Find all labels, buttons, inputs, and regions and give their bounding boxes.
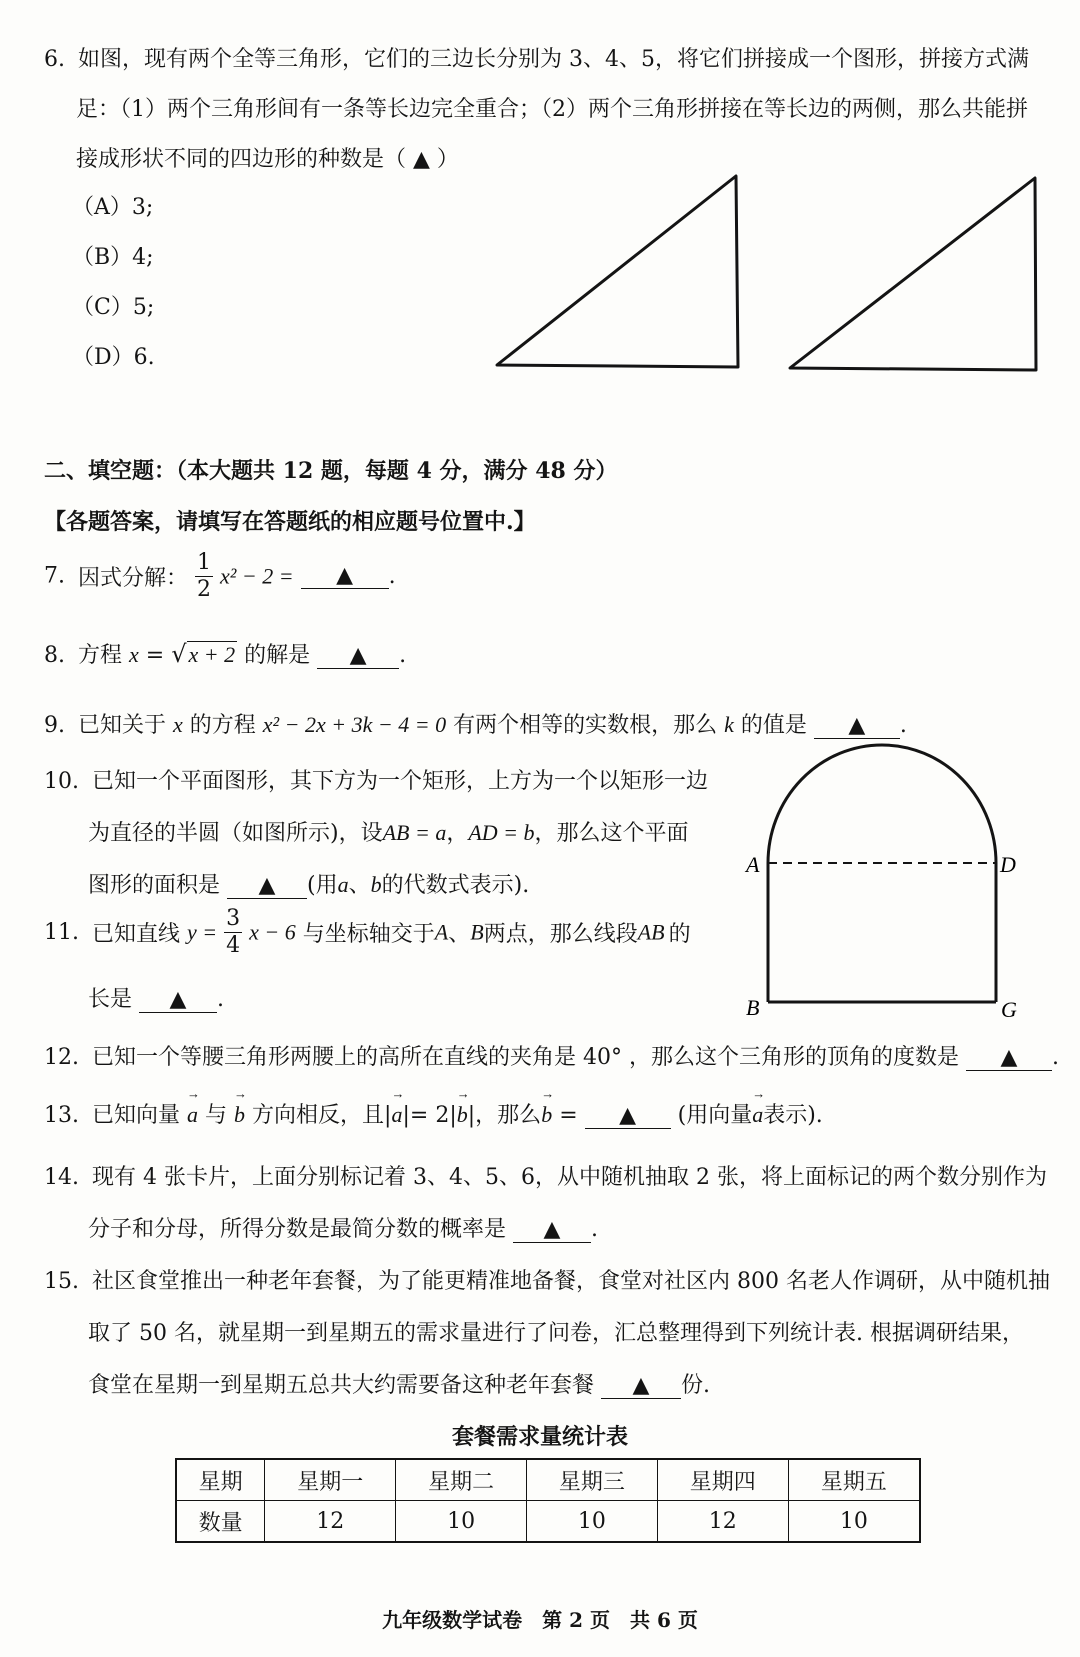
q9-k: k	[724, 712, 734, 737]
q11-fraction	[224, 906, 242, 959]
q15-line2: 取了 50 名，就星期一到星期五的需求量进行了问卷，汇总整理得到下列统计表. 根据调研结果，	[88, 1321, 1024, 1346]
section2-note: 【各题答案，请填写在答题纸的相应题号位置中.】	[44, 509, 536, 535]
q10-ab: AB = a	[382, 820, 447, 845]
q10-ad: AD = b	[468, 820, 535, 845]
question-number: 11.	[44, 920, 79, 945]
q10-text-2b: ，那么这个平面	[534, 821, 689, 846]
question-number: 12.	[44, 1045, 79, 1070]
q11-text: 与坐标轴交于	[302, 922, 435, 947]
q10-line3	[88, 868, 529, 899]
question-number: 10.	[44, 769, 79, 794]
q9-text-a: 已知关于	[78, 713, 167, 738]
vector-a: → a	[752, 1102, 763, 1128]
q8-variable: x	[129, 642, 139, 667]
q10-line1	[44, 764, 708, 795]
q9-text-d: 的值是	[740, 713, 807, 738]
q8-radicand: x + 2	[188, 642, 236, 667]
q11-point-a: A	[434, 919, 449, 945]
question-number: 13.	[44, 1103, 79, 1128]
q14-line1	[44, 1160, 1047, 1191]
q7-prefix: 因式分解：	[78, 566, 189, 591]
abs-bar: |	[402, 1103, 410, 1128]
q13-text-d: ，那么	[475, 1103, 542, 1128]
q15-text-3: 食堂在星期一到星期五总共大约需要备这种老年套餐	[88, 1373, 595, 1398]
frac-denominator: 4	[226, 933, 241, 958]
q14-text-1: 现有 4 张卡片，上面分别标记着 3、4、5、6，从中随机抽取 2 张，将上面标记的两个数分别作为	[92, 1165, 1047, 1190]
q10-text-3c: 、	[348, 873, 371, 898]
label-d: D	[1000, 852, 1016, 877]
q10-text-3d: 的代数式表示).	[381, 873, 530, 898]
q7-line	[44, 550, 396, 603]
table-header-cell: 星期二	[396, 1459, 527, 1501]
label-g: G	[1001, 997, 1017, 1022]
answer-blank: ▲	[966, 1046, 1052, 1071]
triangle-left	[497, 176, 738, 367]
question-number: 9.	[44, 713, 65, 738]
table-title: 套餐需求量统计表	[451, 1424, 628, 1450]
table-cell: 10	[527, 1501, 658, 1543]
q6-text-1: 如图，现有两个全等三角形，它们的三边长分别为 3、4、5，将它们拼接成一个图形，拼接方式满	[78, 47, 1029, 72]
table-cell: 12	[657, 1501, 788, 1543]
q6-line3: 接成形状不同的四边形的种数是（ ▲ ）	[76, 147, 459, 172]
frac-denominator: 2	[197, 577, 212, 602]
question-number: 14.	[44, 1165, 79, 1190]
q10-a: a	[337, 872, 349, 897]
q10-text-3b: (用	[307, 873, 338, 898]
q14-text-2: 分子和分母，所得分数是最简分数的概率是	[88, 1217, 507, 1242]
abs-bar: |	[449, 1103, 457, 1128]
q8-line	[44, 638, 406, 669]
answer-blank: ▲	[814, 714, 900, 739]
table-header-row	[176, 1459, 920, 1501]
q11-expression: x − 6	[249, 919, 296, 945]
q11-text-2: 两点，那么线段	[483, 922, 638, 947]
question-number: 8.	[44, 643, 65, 668]
q10-text-3a: 图形的面积是	[88, 873, 221, 898]
q11-prefix: 已知直线	[92, 922, 181, 947]
period: .	[388, 564, 396, 589]
q8-prefix: 方程	[78, 643, 123, 668]
q6-option-a: （A）3;	[72, 195, 154, 220]
q13-eq-mid: = 2	[409, 1103, 450, 1128]
answer-blank: ▲	[139, 988, 217, 1013]
table-header-cell: 星期三	[527, 1459, 658, 1501]
period: .	[899, 713, 907, 738]
q13-text-f: 表示).	[763, 1103, 823, 1128]
q6-triangles-figure	[0, 0, 1080, 400]
table-cell: 10	[788, 1501, 920, 1543]
answer-blank: ▲	[317, 644, 399, 669]
question-number: 6.	[44, 47, 65, 72]
q10-text-1: 已知一个平面图形，其下方为一个矩形，上方为一个以矩形一边	[92, 769, 709, 794]
answer-blank: ▲	[227, 874, 307, 899]
table-header-cell: 星期五	[788, 1459, 920, 1501]
triangle-right	[790, 178, 1036, 370]
q10-sep: ，	[446, 821, 469, 846]
table-header-cell: 星期四	[657, 1459, 788, 1501]
q11-text-3: 的	[668, 922, 691, 947]
q13-text-b: 与	[205, 1103, 228, 1128]
q11-point-b: B	[470, 919, 484, 945]
q15-unit: 份.	[681, 1373, 711, 1398]
answer-blank: ▲	[301, 564, 389, 589]
q6-option-b: （B）4;	[72, 245, 154, 270]
table-cell: 12	[265, 1501, 396, 1543]
q15-text-1: 社区食堂推出一种老年套餐，为了能更精准地备餐，食堂对社区内 800 名老人作调研，从中随机抽	[92, 1269, 1050, 1294]
q8-suffix: 的解是	[244, 643, 311, 668]
table-header-cell: 星期一	[265, 1459, 396, 1501]
q13-eq-end: =	[559, 1103, 578, 1128]
q6-line2: 足：（1）两个三角形间有一条等长边完全重合；（2）两个三角形拼接在等长边的两侧，那么共能拼	[76, 97, 1028, 122]
q9-text-c: 有两个相等的实数根，那么	[453, 713, 718, 738]
table-header-cell: 星期	[176, 1459, 265, 1501]
period: .	[1051, 1045, 1059, 1070]
q13-text-a: 已知向量	[92, 1103, 181, 1128]
abs-bar: |	[467, 1103, 476, 1128]
q11-line2	[88, 982, 224, 1013]
table-cell: 数量	[176, 1501, 265, 1543]
q7-fraction	[195, 550, 213, 603]
q9-equation: x² − 2x + 3k − 4 = 0	[262, 712, 447, 737]
q12-text: 已知一个等腰三角形两腰上的高所在直线的夹角是 40° ，那么这个三角形的顶角的度数是	[92, 1045, 959, 1070]
abs-bar: |	[384, 1103, 392, 1128]
q14-line2	[88, 1212, 598, 1243]
page-footer: 九年级数学试卷 第 2 页 共 6 页	[382, 1608, 698, 1632]
question-number: 7.	[44, 563, 65, 589]
q10-line2	[88, 816, 689, 847]
period: .	[217, 987, 225, 1012]
frac-numerator: 3	[226, 906, 241, 931]
q13-text-c: 方向相反，且	[252, 1103, 385, 1128]
semicircle	[768, 745, 996, 863]
vector-a: → a	[187, 1102, 198, 1128]
q10-b: b	[370, 872, 382, 897]
section2-title: 二、填空题：（本大题共 12 题，每题 4 分，满分 48 分）	[44, 458, 618, 484]
answer-blank: ▲	[585, 1104, 671, 1129]
q11-ab: AB	[637, 919, 665, 945]
statistics-table	[175, 1458, 921, 1543]
sqrt-sign: √	[171, 640, 187, 668]
q15-line1	[44, 1264, 1050, 1295]
table-row	[176, 1501, 920, 1543]
q13-line	[44, 1098, 823, 1129]
q13-text-e: (用向量	[677, 1103, 753, 1128]
period: .	[591, 1217, 599, 1242]
q12-line	[44, 1040, 1059, 1071]
q11-y: y =	[187, 919, 218, 945]
vector-b: → b	[457, 1102, 468, 1128]
label-b: B	[746, 995, 760, 1020]
vector-b: → b	[541, 1102, 552, 1128]
q8-equals: =	[138, 643, 172, 668]
answer-blank: ▲	[601, 1374, 681, 1399]
answer-blank: ▲	[513, 1218, 591, 1243]
q9-text-b: 的方程	[189, 713, 256, 738]
q6-option-d: （D）6.	[72, 345, 155, 370]
q11-line1	[44, 906, 691, 959]
q10-text-2a: 为直径的半圆（如图所示)，设	[88, 821, 383, 846]
question-number: 15.	[44, 1269, 79, 1294]
q11-line2-text: 长是	[88, 987, 133, 1012]
q10-figure	[740, 735, 1020, 1025]
q11-dun: 、	[448, 922, 471, 947]
q15-line3	[88, 1368, 710, 1399]
table-cell: 10	[396, 1501, 527, 1543]
frac-numerator: 1	[197, 550, 212, 575]
q6-option-c: （C）5;	[72, 295, 155, 320]
vector-b: → b	[234, 1102, 245, 1128]
q7-expression: x² − 2 =	[220, 563, 294, 589]
q9-variable: x	[173, 712, 183, 737]
label-a: A	[746, 852, 760, 877]
vector-a: → a	[391, 1102, 402, 1128]
period: .	[399, 643, 407, 668]
